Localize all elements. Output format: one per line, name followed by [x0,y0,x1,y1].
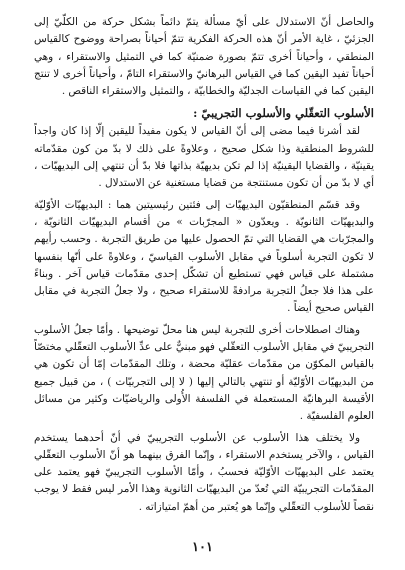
paragraph-difference: ولا يختلف هذا الأسلوب عن الأسلوب التجريبيّ في أنّ أحدهما يستخدم القياس ، والآخر يستخدم الاستقراء ، وإنّما الفرق بينهما هو أنّ الأسلوب التعقّلي يعتمد على البديهيّات الأوّليّة فحسبُ ، وأمّا الأسلوب التجريبيّ فهو يعتمد على المقدّمات التجريبيّة التي تُعدّ من البديهيّات الثانوية وهذا الأمر ليس فقط لا يوجب نقصاً للأسلوب التعقّلي وإنّما هو يُعتبر من أهمّ امتيازاته . [34,431,374,513]
section-heading: الأسلوب التعقّلي والأسلوب التجريبيّ : [193,106,374,121]
paragraph-self-evident-categories: وقد قسّم المنطقيّون البديهيّات إلى فئتين رئيسيتين هما : البديهيّات الأوّليّة والبديهيّات الثانويّة . ويعدّون « المجرّبات » من أقسام البديهيّات الثانويّة ، والمجرّبات هي القضايا التي تمّ الحصول عليها من طريق التجربة . وحسب رأيهم لا تكون التجربة أسلوباً في مقابل الأسلوب القياسيّ ، وعلاوةً على أنّها بنفسها مشتملة على قياس فهي تستطيع أن تشكّل إحدى مقدّمات قياس آخر . وبناءً على هذا فلا جعلُ التجربة مرادفةً للاستقراء صحيح ، ولا جعلُ التجربة في مقابل القياس صحيح أيضاً . [34,198,374,315]
paragraph-intro: والحاصل أنّ الاستدلال على أيّ مسألة يتمّ دائماً بشكل حركة من الكلّيّ إلى الجزئيّ ، غاية الأمر أنّ هذه الحركة الفكرية تتمّ أحياناً بصراحة ووضوح كالقياس المنطقي ، وأحياناً أخرى تتمّ بصورة ضمنيّة كما في التمثيل والاستقراء ، وهي أحياناً تفيد اليقين كما في القياس البرهانيّ والاستقراء التامّ ، وأحياناً أخرى لا تنتج اليقين كما في القياسات الجدليّة والخطابيّة ، والتمثيل والاستقراء الناقص . [34,16,374,98]
paragraph-syllogism-certainty: لقد أشرنا فيما مضى إلى أنّ القياس لا يكون مفيداً لليقين إلّا إذا كان واجداً للشروط المنطقية وذا شكل صحيح ، وعلاوةً على ذلك لا بدّ من كون مقدّماته يقينيّة ، والقضايا اليقينيّة إذا لم تكن بديهيّة بذاتها فلا بدّ أن تنتهي إلى البديهيّات ، أي لا بدّ من أن تكون مستنتجة من قضايا مستغنية عن الاستدلال . [34,125,374,190]
page-number: ١٠١ [192,540,213,555]
paragraph-experimental-vs-rational: وهناك اصطلاحات أخرى للتجربة ليس هنا محلّ توضيحها . وأمّا جعلُ الأسلوب التجريبيّ في مقابل الأسلوب التعقّلي فهو مبنيٌّ على عدِّ الأسلوب التعقّلي مختصّاً بالقياس المكوّن من مقدّمات عقليّة محضة ، وتلك المقدّمات إمّا أن تكون هي من البديهيّات الأوّليّة أو تنتهي بالتالي إليها ( لا إلى التجربيّات ) ، من قبيل جميع الأقيسة البرهانيّة المستعملة في الفلسفة الأُولى والرياضيّات وكثير من مسائل العلوم الفلسفيّة . [34,323,374,423]
document-page [34,14,374,534]
